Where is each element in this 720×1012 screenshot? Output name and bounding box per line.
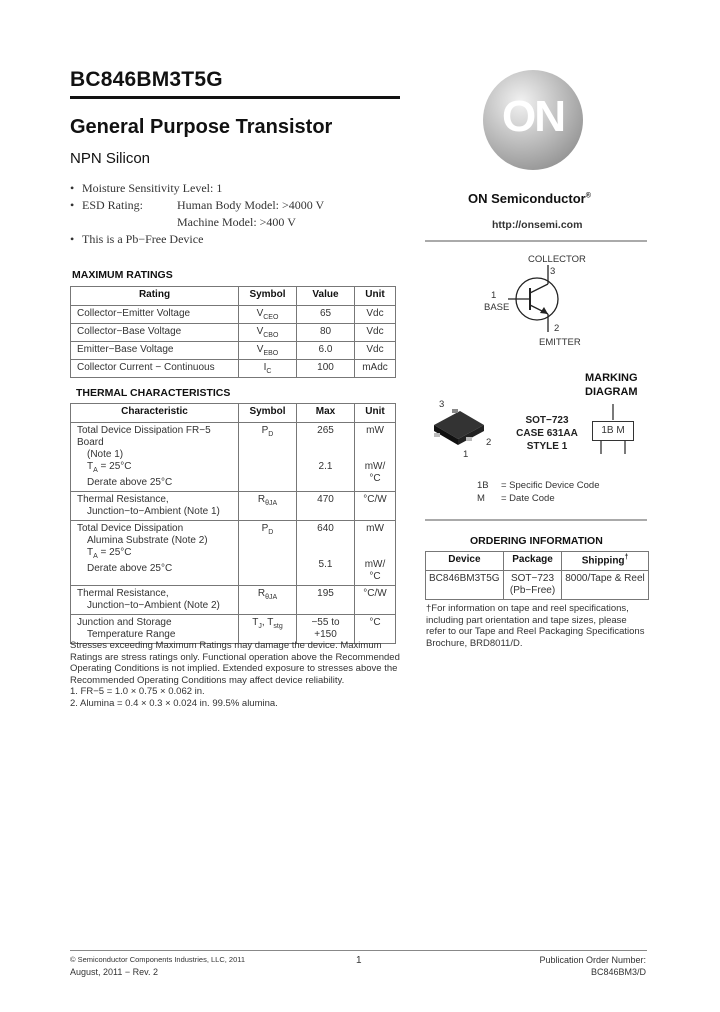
unit-cell: Vdc bbox=[355, 324, 396, 342]
table-row bbox=[71, 423, 396, 492]
col-max: Max bbox=[297, 404, 355, 423]
col-symbol: Symbol bbox=[239, 404, 297, 423]
feature-msl: • Moisture Sensitivity Level: 1 bbox=[70, 180, 324, 197]
publication-label: Publication Order Number: bbox=[539, 955, 646, 965]
value-cell: 470 bbox=[297, 492, 355, 521]
marking-legend: 1B = Specific Device Code M = Date Code bbox=[477, 480, 600, 504]
symbol-cell: $I_C$ bbox=[239, 360, 297, 378]
col-value: Value bbox=[297, 287, 355, 306]
characteristic-cell: Junction and Storage Temperature Range bbox=[71, 615, 239, 644]
page-title: General Purpose Transistor bbox=[70, 116, 333, 138]
page-subtitle: NPN Silicon bbox=[70, 150, 151, 167]
characteristic-cell: Total Device Dissipation Alumina Substrate (Note 2) $T_A = 25^\circ C$ Derate above 25°C bbox=[71, 521, 239, 586]
ordering-title: ORDERING INFORMATION bbox=[470, 535, 603, 547]
value-cell: 195 bbox=[297, 586, 355, 615]
unit-cell: Vdc bbox=[355, 306, 396, 324]
characteristic-cell: Thermal Resistance, Junction−to−Ambient (Note 2) bbox=[71, 586, 239, 615]
table-header-row bbox=[71, 404, 396, 423]
company-name: ON Semiconductor® bbox=[468, 191, 591, 206]
divider bbox=[425, 240, 647, 242]
rating-cell: Collector−Emitter Voltage bbox=[71, 306, 239, 324]
footer-divider bbox=[70, 950, 647, 951]
col-unit: Unit bbox=[355, 404, 396, 423]
on-logo bbox=[483, 70, 583, 170]
npn-transistor-icon bbox=[480, 260, 580, 340]
col-device: Device bbox=[426, 552, 504, 571]
emitter-label: EMITTER bbox=[539, 337, 581, 348]
unit-cell: mW mW/°C bbox=[355, 423, 396, 492]
max-ratings-title: MAXIMUM RATINGS bbox=[72, 269, 173, 281]
thermal-table bbox=[70, 403, 396, 644]
marking-diagram: 1B M bbox=[592, 421, 634, 441]
copyright: © Semiconductor Components Industries, LLC, 2011 bbox=[70, 955, 246, 964]
characteristic-cell: Thermal Resistance, Junction−to−Ambient (Note 1) bbox=[71, 492, 239, 521]
symbol-cell: $P_D$ bbox=[239, 423, 297, 492]
esd-label: ESD Rating: bbox=[82, 198, 144, 212]
symbol-cell: $T_J$, $T_{stg}$ bbox=[239, 615, 297, 644]
sot723-package-icon bbox=[430, 405, 490, 450]
symbol-cell: $R_{\theta JA}$ bbox=[239, 586, 297, 615]
feature-list bbox=[70, 180, 324, 248]
col-shipping: Shipping† bbox=[562, 552, 649, 571]
col-unit: Unit bbox=[355, 287, 396, 306]
table-row bbox=[71, 521, 396, 586]
symbol-cell: $R_{\theta JA}$ bbox=[239, 492, 297, 521]
thermal-title: THERMAL CHARACTERISTICS bbox=[76, 387, 231, 399]
feature-esd bbox=[70, 197, 324, 214]
symbol-cell: $V_{CEO}$ bbox=[239, 306, 297, 324]
table-header-row bbox=[71, 287, 396, 306]
table-row bbox=[426, 571, 649, 600]
shipping-cell: 8000/Tape & Reel bbox=[562, 571, 649, 600]
value-cell: 65 bbox=[297, 306, 355, 324]
characteristic-cell: Total Device Dissipation FR−5 Board (Note 1) $T_A = 25^\circ C$ Derate above 25°C bbox=[71, 423, 239, 492]
unit-cell: Vdc bbox=[355, 342, 396, 360]
feature-pbfree: • This is a Pb−Free Device bbox=[70, 231, 324, 248]
value-cell: 640 5.1 bbox=[297, 521, 355, 586]
package-info: SOT−723 CASE 631AA STYLE 1 bbox=[516, 415, 578, 452]
ordering-table bbox=[425, 551, 649, 600]
symbol-cell: $V_{EBO}$ bbox=[239, 342, 297, 360]
value-cell: 6.0 bbox=[297, 342, 355, 360]
company-url[interactable]: http://onsemi.com bbox=[492, 219, 583, 231]
pin2-label: 2 bbox=[554, 323, 560, 334]
rating-cell: Collector Current − Continuous bbox=[71, 360, 239, 378]
part-number: BC846BM3T5G bbox=[70, 68, 223, 91]
table-row bbox=[71, 492, 396, 521]
col-characteristic: Characteristic bbox=[71, 404, 239, 423]
col-package: Package bbox=[503, 552, 561, 571]
unit-cell: °C bbox=[355, 615, 396, 644]
symbol-cell: $V_{CBO}$ bbox=[239, 324, 297, 342]
divider bbox=[425, 519, 647, 521]
ordering-footnote: †For information on tape and reel specifications, including part orientation and tape sizes, please refer to our Tape and Reel Packaging Specifications Brochure, BRD8011/D. bbox=[426, 603, 645, 649]
value-cell: 100 bbox=[297, 360, 355, 378]
title-divider bbox=[70, 96, 400, 99]
package-cell: SOT−723 (Pb−Free) bbox=[503, 571, 561, 600]
pkg-pin1-label: 1 bbox=[463, 449, 469, 460]
marking-title: MARKING DIAGRAM bbox=[585, 372, 638, 398]
pin3-label: 3 bbox=[550, 266, 556, 277]
note-2: 2. Alumina = 0.4 × 0.3 × 0.024 in. 99.5% alumina. bbox=[70, 697, 278, 709]
esd-mm: Machine Model: >400 V bbox=[177, 215, 296, 229]
collector-label: COLLECTOR bbox=[528, 254, 586, 265]
notes bbox=[70, 640, 400, 709]
stress-note: Stresses exceeding Maximum Ratings may damage the device. Maximum Ratings are stress ratings only. Functional operation above the Recommended Operating Conditions is not implied. Extended exposure to stresses above the Recommended Operating Conditions may affect device reliability. bbox=[70, 640, 400, 686]
logo-text: ON bbox=[502, 92, 564, 141]
col-rating: Rating bbox=[71, 287, 239, 306]
table-row bbox=[71, 586, 396, 615]
unit-cell: mAdc bbox=[355, 360, 396, 378]
publication-number: BC846BM3/D bbox=[590, 967, 646, 977]
value-cell: −55 to +150 bbox=[297, 615, 355, 644]
table-row bbox=[71, 360, 396, 378]
pkg-pin3-label: 3 bbox=[439, 399, 445, 410]
note-1: 1. FR−5 = 1.0 × 0.75 × 0.062 in. bbox=[70, 686, 205, 697]
table-row bbox=[71, 342, 396, 360]
marking-leads-icon bbox=[592, 404, 636, 454]
symbol-cell: $P_D$ bbox=[239, 521, 297, 586]
esd-hbm: Human Body Model: >4000 V bbox=[177, 198, 325, 212]
unit-cell: mW mW/°C bbox=[355, 521, 396, 586]
device-cell: BC846BM3T5G bbox=[426, 571, 504, 600]
page-number: 1 bbox=[356, 955, 362, 966]
unit-cell: °C/W bbox=[355, 586, 396, 615]
base-label: BASE bbox=[484, 302, 510, 313]
pkg-pin2-label: 2 bbox=[486, 437, 492, 448]
value-cell: 80 bbox=[297, 324, 355, 342]
revision-date: August, 2011 − Rev. 2 bbox=[70, 967, 158, 977]
col-symbol: Symbol bbox=[239, 287, 297, 306]
max-ratings-table bbox=[70, 286, 396, 378]
table-row bbox=[71, 324, 396, 342]
table-header-row bbox=[426, 552, 649, 571]
pin1-label: 1 bbox=[491, 290, 497, 301]
unit-cell: °C/W bbox=[355, 492, 396, 521]
rating-cell: Emitter−Base Voltage bbox=[71, 342, 239, 360]
table-row bbox=[71, 306, 396, 324]
value-cell: 265 2.1 bbox=[297, 423, 355, 492]
rating-cell: Collector−Base Voltage bbox=[71, 324, 239, 342]
